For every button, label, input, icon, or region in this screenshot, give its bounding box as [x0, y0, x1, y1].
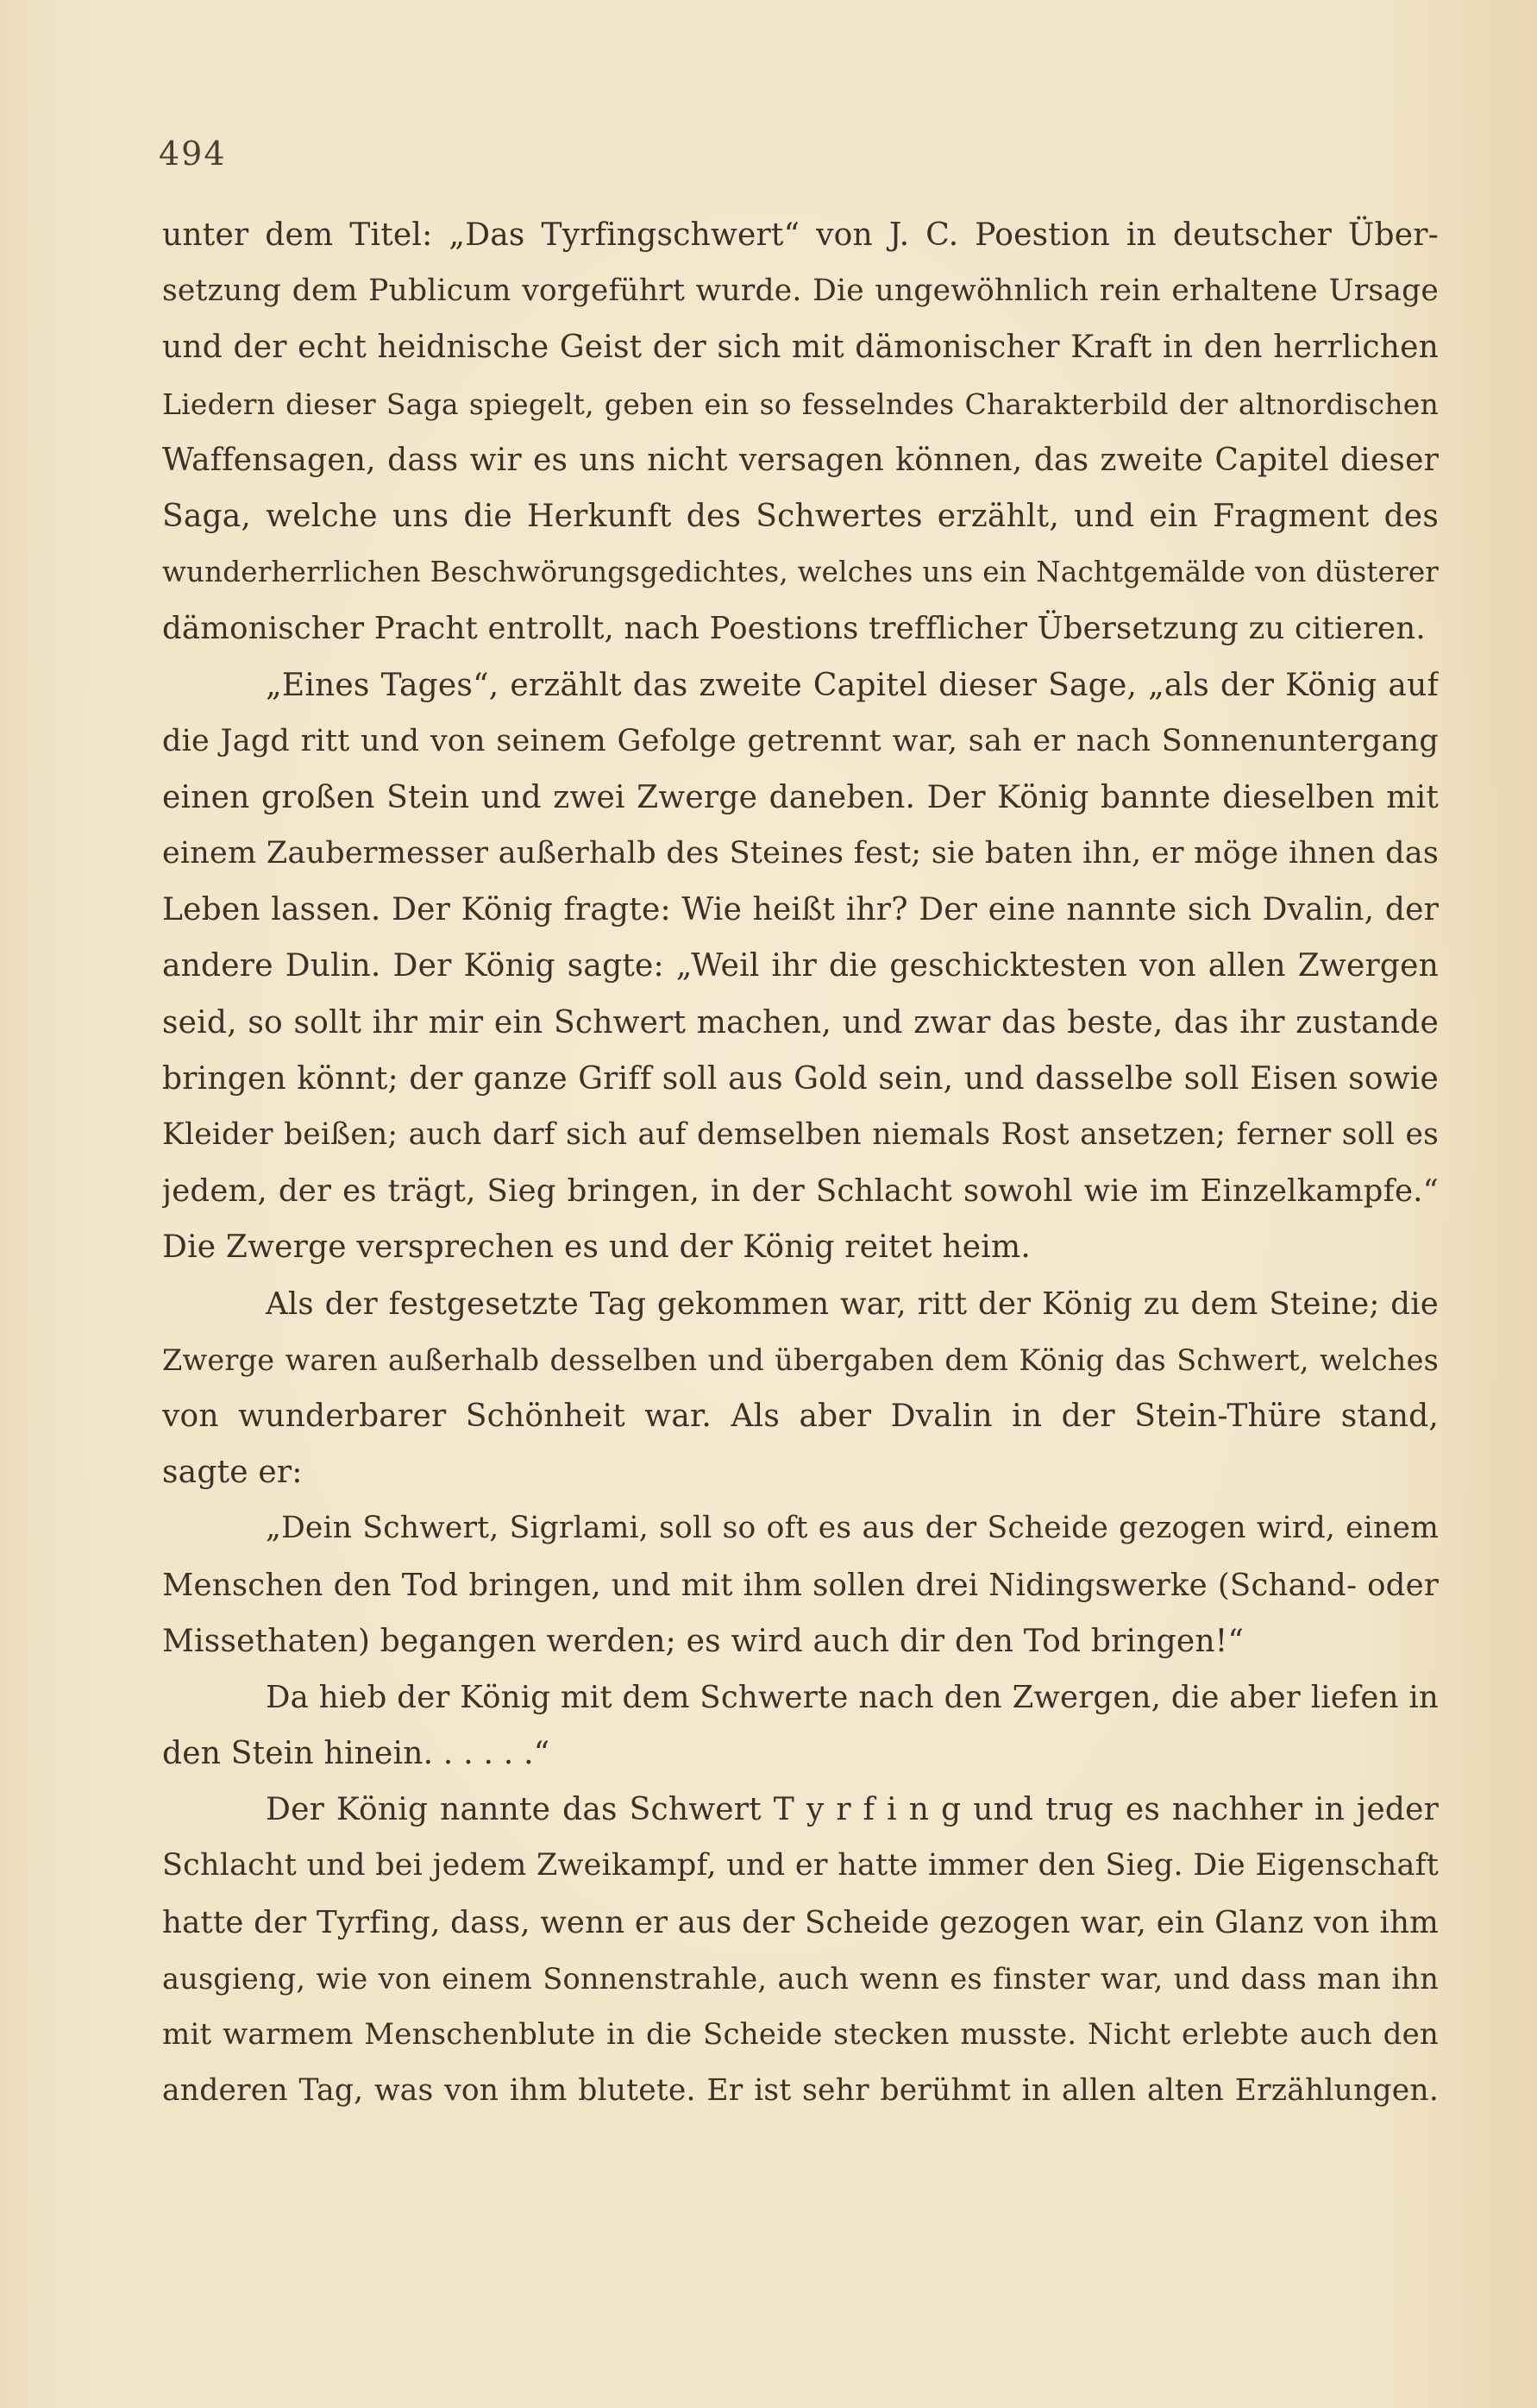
text-line: „Dein Schwert, Sigrlami, soll so oft es aus der Scheide gezogen wird, einem [266, 1511, 1439, 1546]
text-line: wunderherrlichen Beschwörungsgedichtes, welches uns ein Nachtgemälde von düsterer [162, 556, 1439, 589]
text-line: hatte der Tyrfing, dass, wenn er aus der Scheide gezogen war, ein Glanz von ihm [162, 1904, 1439, 1940]
text-line: sagte er: [162, 1455, 303, 1491]
text-line: Liedern dieser Saga spiegelt, geben ein so fesselndes Charakterbild der altnordischen [162, 387, 1439, 421]
text-line: Menschen den Tod bringen, und mit ihm sollen drei Nidingswerke (Schand- oder [162, 1567, 1439, 1603]
text-line: einem Zaubermesser außerhalb des Steines fest; sie baten ihn, er möge ihnen das [162, 836, 1439, 871]
page-number: 494 [159, 135, 227, 173]
text-line: Waffensagen, dass wir es uns nicht versagen können, das zweite Capitel dieser [162, 442, 1439, 478]
text-line: ausgieng, wie von einem Sonnenstrahle, auch wenn es finster war, und dass man ihn [162, 1961, 1439, 1996]
text-line: anderen Tag, was von ihm blutete. Er ist sehr berühmt in allen alten Erzählungen. [162, 2073, 1439, 2109]
text-line: unter dem Titel: „Das Tyrfingschwert“ von J. C. Poestion in deutscher Über- [162, 217, 1439, 253]
text-line: „Eines Tages“, erzählt das zweite Capitel dieser Sage, „als der König auf [266, 667, 1439, 703]
text-line: andere Dulin. Der König sagte: „Weil ihr die geschicktesten von allen Zwergen [162, 948, 1439, 984]
text-line: mit warmem Menschenblute in die Scheide stecken musste. Nicht erlebte auch den [162, 2017, 1439, 2052]
text-line: Die Zwerge versprechen es und der König reitet heim. [162, 1229, 1031, 1266]
text-line: setzung dem Publicum vorgeführt wurde. Die ungewöhnlich rein erhaltene Ursage [162, 273, 1439, 309]
text-line: seid, so sollt ihr mir ein Schwert machen, und zwar das beste, das ihr zustande [162, 1004, 1439, 1041]
text-line: bringen könnt; der ganze Griff soll aus Gold sein, und dasselbe soll Eisen sowie [162, 1060, 1439, 1097]
text-line: Der König nannte das Schwert T y r f i n g und trug es nachher in jeder [266, 1792, 1439, 1828]
text-line: jedem, der es trägt, Sieg bringen, in der Schlacht sowohl wie im Einzelkampfe.“ [162, 1173, 1439, 1210]
text-line: die Jagd ritt und von seinem Gefolge getrennt war, sah er nach Sonnenuntergang [162, 723, 1439, 758]
text-line: von wunderbarer Schönheit war. Als aber Dvalin in der Stein-Thüre stand, [162, 1398, 1439, 1434]
text-line: den Stein hinein. . . . . .“ [162, 1736, 550, 1772]
text-line: dämonischer Pracht entrollt, nach Poestions trefflicher Übersetzung zu citieren. [162, 611, 1426, 647]
body-text [162, 207, 1439, 2119]
text-line: Schlacht und bei jedem Zweikampf, und er hatte immer den Sieg. Die Eigenschaft [162, 1848, 1439, 1883]
text-line: Saga, welche uns die Herkunft des Schwertes erzählt, und ein Fragment des [162, 498, 1439, 534]
text-line: Kleider beißen; auch darf sich auf demselben niemals Rost ansetzen; ferner soll es [162, 1117, 1439, 1152]
text-line: Da hieb der König mit dem Schwerte nach den Zwergen, die aber liefen in [266, 1679, 1439, 1715]
text-line: Missethaten) begangen werden; es wird auch dir den Tod bringen!“ [162, 1623, 1245, 1659]
text-line: und der echt heidnische Geist der sich mit dämonischer Kraft in den herrlichen [162, 330, 1439, 366]
text-line: Leben lassen. Der König fragte: Wie heißt ihr? Der eine nannte sich Dvalin, der [162, 892, 1439, 928]
text-line: Als der festgesetzte Tag gekommen war, ritt der König zu dem Steine; die [266, 1286, 1439, 1322]
text-line: Zwerge waren außerhalb desselben und übergaben dem König das Schwert, welches [162, 1342, 1439, 1377]
text-line: einen großen Stein und zwei Zwerge daneben. Der König bannte dieselben mit [162, 779, 1439, 815]
